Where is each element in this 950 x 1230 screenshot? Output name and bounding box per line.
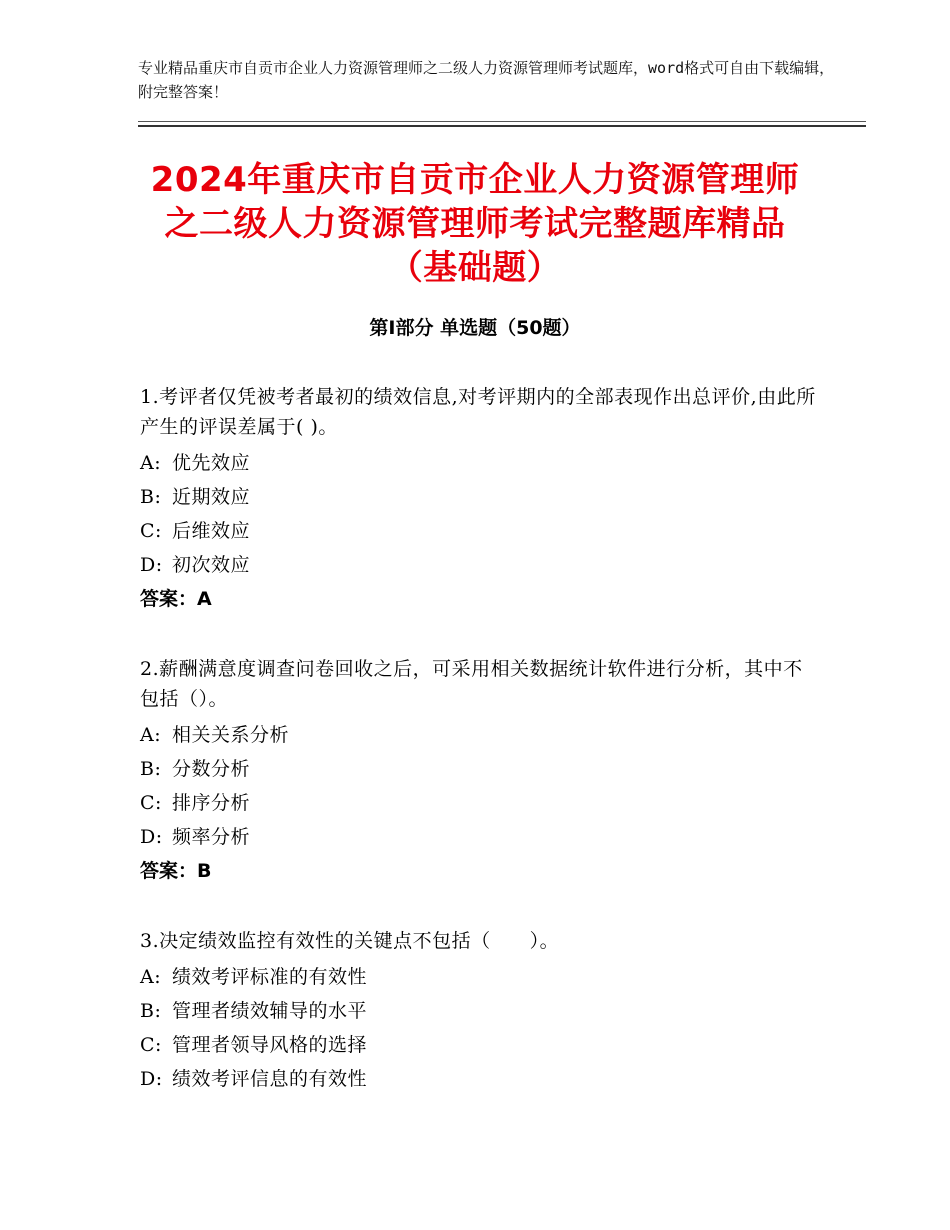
answer-line: 答案：A [140,588,212,610]
option-letter: B: [140,486,162,508]
option-c [140,514,820,548]
option-letter: C: [140,520,162,542]
option-letter: C: [140,792,162,814]
question-3 [140,926,820,1096]
option-text: 分数分析 [172,758,251,780]
option-text: 频率分析 [172,826,251,848]
option-text: 排序分析 [172,792,251,814]
option-text: 初次效应 [172,554,251,576]
option-letter: B: [140,1000,162,1022]
option-letter: A: [140,452,162,474]
question-stem: 3.决定绩效监控有效性的关键点不包括（ ）。 [140,930,560,952]
option-letter: A: [140,966,162,988]
option-a [140,960,820,994]
option-letter: B: [140,758,162,780]
option-text: 优先效应 [172,452,251,474]
option-b [140,752,820,786]
option-a [140,446,820,480]
header-note: 专业精品重庆市自贡市企业人力资源管理师之二级人力资源管理师考试题库，word格式可自由下载编辑，附完整答案！ [138,59,835,101]
option-d [140,1062,820,1096]
option-text: 绩效考评信息的有效性 [172,1068,368,1090]
option-letter: C: [140,1034,162,1056]
question-stem: 1.考评者仅凭被考者最初的绩效信息,对考评期内的全部表现作出总评价,由此所产生的评误差属于( )。 [140,386,816,438]
option-letter: D: [140,1068,163,1090]
option-c [140,1028,820,1062]
question-2 [140,654,820,888]
header-divider-thin [138,121,866,122]
option-text: 管理者绩效辅导的水平 [172,1000,368,1022]
answer-line: 答案：B [140,860,212,882]
option-a [140,718,820,752]
option-letter: D: [140,554,163,576]
option-b [140,994,820,1028]
option-text: 近期效应 [172,486,251,508]
option-text: 绩效考评标准的有效性 [172,966,368,988]
question-stem: 2.薪酬满意度调查问卷回收之后，可采用相关数据统计软件进行分析，其中不包括（）。 [140,658,803,710]
option-d [140,820,820,854]
option-c [140,786,820,820]
question-1 [140,382,820,616]
header-divider-thick [138,125,866,127]
option-text: 后维效应 [172,520,251,542]
document-title: 2024年重庆市自贡市企业人力资源管理师之二级人力资源管理师考试完整题库精品（基础题） [150,160,800,288]
section-title: 第Ⅰ部分 单选题（50题） [369,317,581,339]
option-letter: D: [140,826,163,848]
option-text: 相关关系分析 [172,724,290,746]
option-letter: A: [140,724,162,746]
option-b [140,480,820,514]
option-text: 管理者领导风格的选择 [172,1034,368,1056]
option-d [140,548,820,582]
